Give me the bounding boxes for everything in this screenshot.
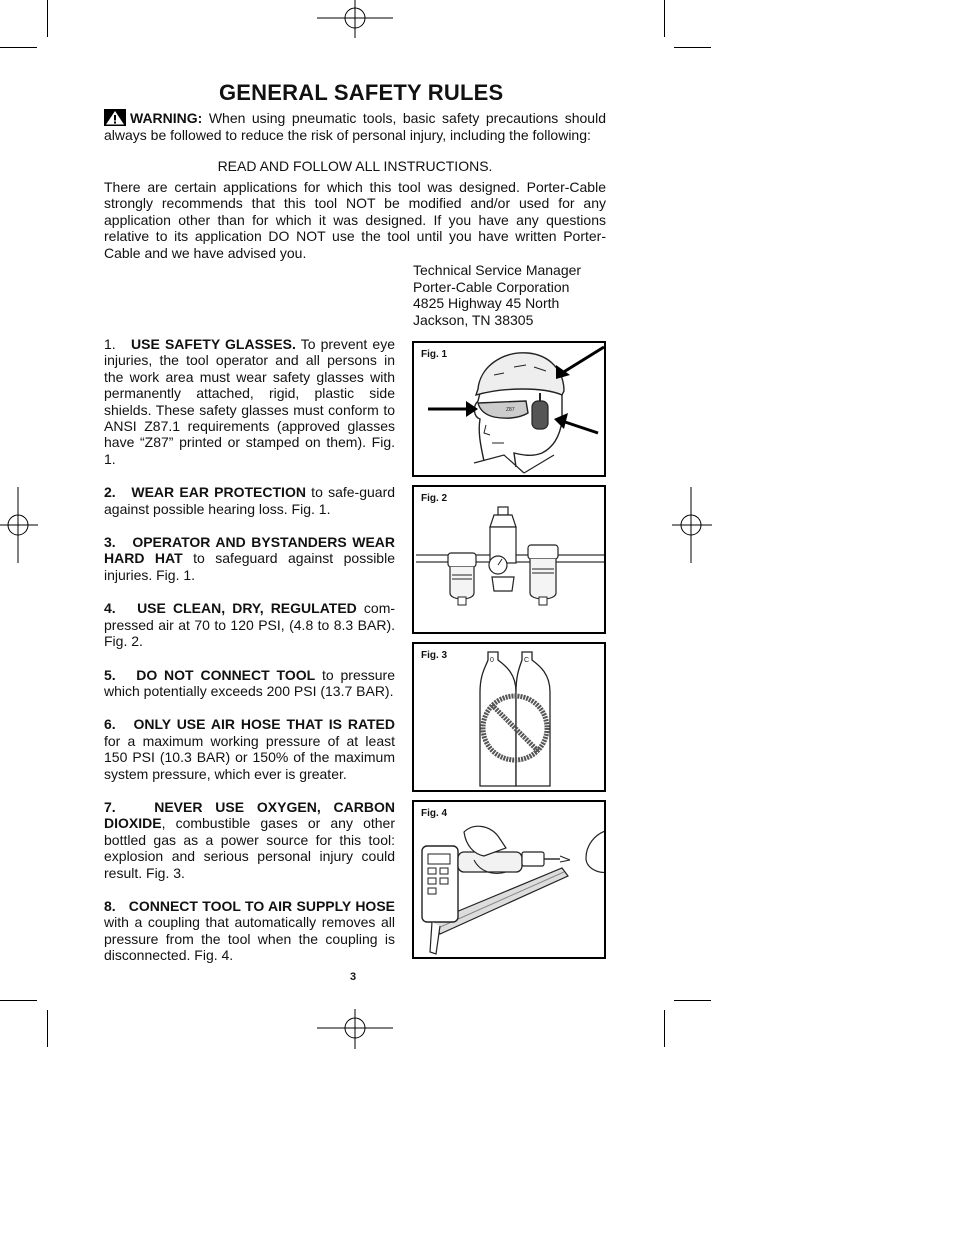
crop-mark bbox=[47, 1010, 48, 1047]
rule-text: for a maximum working pressure of at least 150 PSI (10.3 BAR) or 150% of the maximum system pressure, which ever is greater. bbox=[104, 732, 395, 782]
rule-text: To prevent eye injuries, the tool operator and all persons in the work area must wear safety glasses with permanently attached, rigid, plastic side shields. These safety glasses must conform to ANSI Z87.1 requirements (approved glasses have “Z87” printed or stamped on them). Fig. 1. bbox=[104, 336, 395, 467]
rule-item bbox=[104, 534, 395, 583]
rule-item bbox=[104, 716, 395, 782]
air-regulator-illustration-icon bbox=[414, 487, 606, 634]
read-follow-instructions: READ AND FOLLOW ALL INSTRUCTIONS. bbox=[217, 158, 493, 174]
registration-mark-top bbox=[315, 0, 395, 40]
rule-heading: CONNECT TOOL TO AIR SUPPLY HOSE bbox=[128, 897, 395, 914]
rule-text: to safeguard against possible injuries. Fig. 1. bbox=[104, 550, 395, 583]
figure-label: Fig. 4 bbox=[421, 808, 448, 819]
rule-heading: DO NOT CONNECT TOOL bbox=[136, 666, 316, 683]
crop-mark bbox=[664, 0, 665, 37]
rule-heading: ONLY USE AIR HOSE THAT IS RATED bbox=[133, 716, 396, 733]
page-number: 3 bbox=[350, 971, 357, 983]
rule-heading: WEAR EAR PROTECTION bbox=[131, 484, 306, 501]
intro-paragraph: There are certain applications for which this tool was designed. Porter-Cable strongly recommends that this tool NOT be modified and/or used for any application other than for which it was designed. If you have any questions relative to its application DO NOT use the tool until you have written Porter-Cable and we have advised you. bbox=[104, 179, 606, 261]
rule-text: com-pressed air at 70 to 120 PSI, (4.8 to 8.3 BAR). Fig. 2. bbox=[104, 600, 396, 650]
rule-number: 3. bbox=[104, 534, 116, 551]
no-gas-bottles-illustration-icon bbox=[414, 644, 606, 792]
address-line: Technical Service Manager bbox=[413, 262, 582, 278]
address-line: 4825 Highway 45 North bbox=[413, 295, 560, 311]
figure-label: Fig. 3 bbox=[421, 650, 448, 661]
rule-heading: USE SAFETY GLASSES. bbox=[131, 336, 296, 352]
crop-mark bbox=[674, 1000, 711, 1001]
contact-address bbox=[413, 262, 581, 328]
rule-number: 6. bbox=[104, 716, 116, 733]
safety-gear-illustration-icon bbox=[414, 343, 606, 477]
rule-heading: NEVER USE OXYGEN, CARBON DIOXIDE bbox=[104, 798, 395, 832]
figure-1 bbox=[412, 341, 606, 477]
crop-mark bbox=[0, 47, 37, 48]
rule-text: to safe-guard against possible hearing loss. Fig. 1. bbox=[104, 484, 396, 517]
address-line: Porter-Cable Corporation bbox=[413, 278, 570, 295]
rule-item bbox=[104, 484, 395, 517]
registration-mark-right bbox=[670, 485, 714, 565]
rule-text: with a coupling that automatically removes all pressure from the tool when the coupling is disconnected. Fig. 4. bbox=[104, 914, 395, 964]
rule-item bbox=[104, 898, 395, 964]
warning-label: WARNING: bbox=[130, 110, 203, 126]
registration-mark-left bbox=[0, 485, 40, 565]
figure-label: Fig. 1 bbox=[421, 349, 448, 360]
svg-text:C: C bbox=[524, 657, 530, 664]
address-line: Jackson, TN 38305 bbox=[413, 311, 534, 328]
warning-triangle-icon bbox=[104, 109, 126, 126]
crop-mark bbox=[674, 47, 711, 48]
rule-number: 7. bbox=[104, 798, 116, 815]
nailer-coupling-illustration-icon bbox=[414, 802, 606, 959]
crop-mark bbox=[47, 0, 48, 37]
rule-number: 2. bbox=[104, 484, 116, 501]
svg-text:Z87: Z87 bbox=[506, 407, 515, 413]
page-title: GENERAL SAFETY RULES bbox=[219, 80, 504, 105]
rule-item bbox=[104, 336, 395, 467]
registration-mark-bottom bbox=[315, 1007, 395, 1051]
rule-number: 5. bbox=[104, 666, 116, 683]
figure-2 bbox=[412, 485, 606, 634]
rule-heading: OPERATOR AND BYSTANDERS WEAR HARD HAT bbox=[104, 534, 396, 567]
rule-heading: USE CLEAN, DRY, REGULATED bbox=[137, 600, 357, 617]
safety-rules-list bbox=[104, 336, 395, 981]
rule-number: 4. bbox=[104, 600, 116, 617]
rule-text: to pressure which potentially exceeds 200 PSI (13.7 BAR). bbox=[104, 666, 395, 699]
rule-item bbox=[104, 667, 395, 700]
crop-mark bbox=[664, 1010, 665, 1047]
figure-3 bbox=[412, 642, 606, 792]
figure-label: Fig. 2 bbox=[421, 493, 448, 504]
svg-text:0: 0 bbox=[490, 657, 494, 664]
rule-item bbox=[104, 799, 395, 881]
rule-number: 8. bbox=[104, 897, 116, 914]
warning-text: When using pneumatic tools, basic safety precautions should always be followed to reduce the risk of personal injury, including the following: bbox=[104, 110, 606, 143]
crop-mark bbox=[0, 1000, 37, 1001]
figure-4 bbox=[412, 800, 606, 959]
rule-number: 1. bbox=[104, 336, 116, 352]
rule-item bbox=[104, 600, 395, 649]
warning-paragraph bbox=[104, 109, 606, 143]
rule-text: , combustible gases or any other bottled gas as a power source for this tool: explosion and serious personal injury could result. Fig. 3. bbox=[104, 815, 395, 881]
